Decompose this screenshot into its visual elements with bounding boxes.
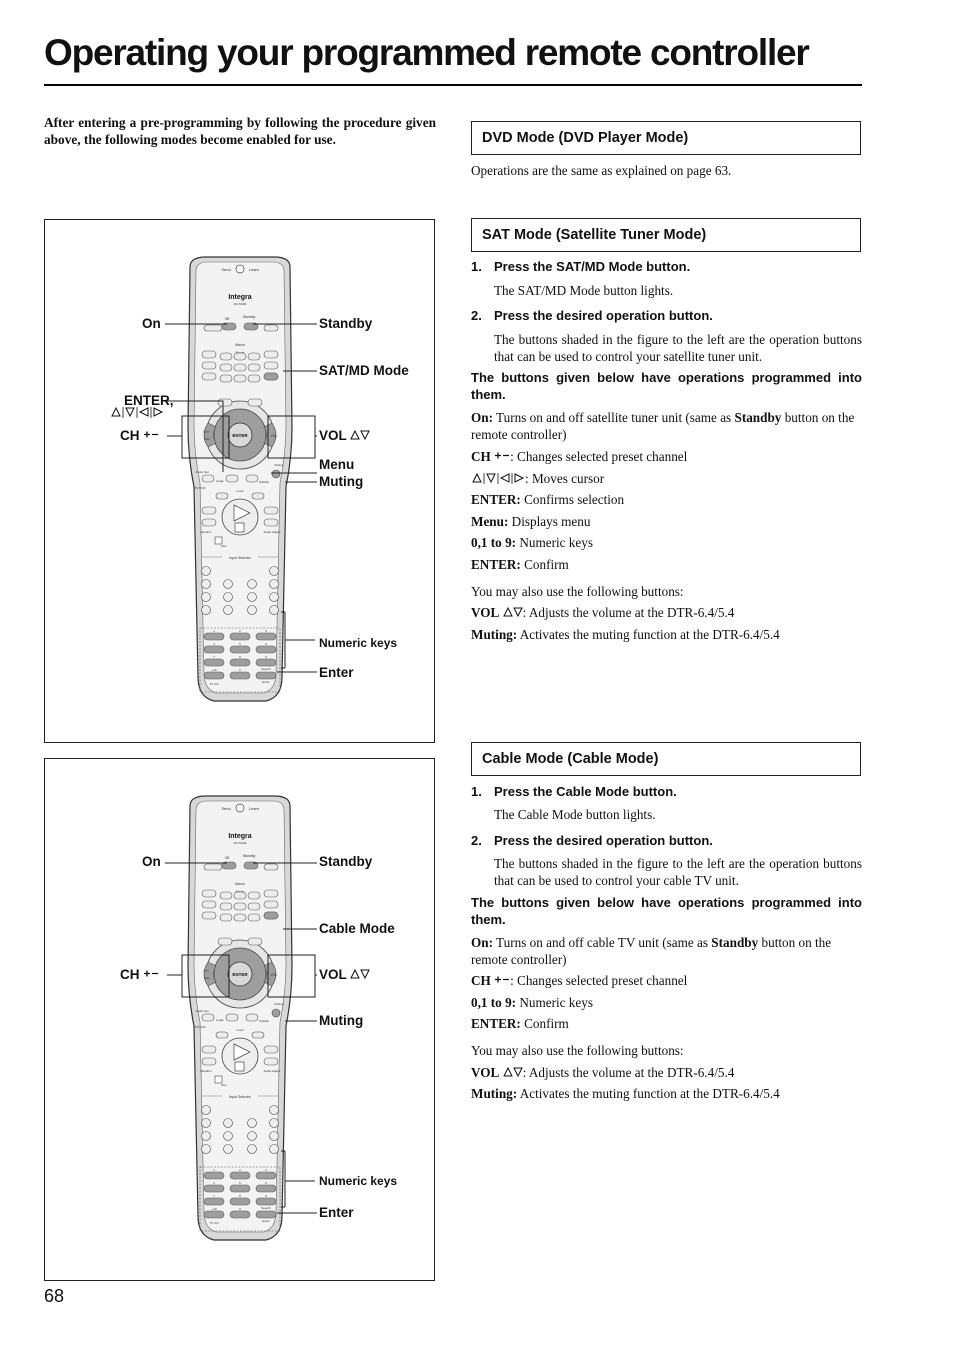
remote-button bbox=[202, 351, 216, 358]
rec-button bbox=[215, 1076, 222, 1083]
intro-paragraph: After entering a pre-programming by following the procedure given above, the following modes become enabled for use. bbox=[44, 115, 436, 147]
standby-label: Standby bbox=[242, 315, 256, 319]
remote-button bbox=[264, 519, 278, 526]
remote-button bbox=[248, 353, 260, 360]
remote-button bbox=[248, 892, 260, 899]
remote-button bbox=[202, 362, 216, 369]
input-selector-button bbox=[224, 1132, 233, 1141]
numeric-key bbox=[230, 633, 250, 640]
figure-cable-remote bbox=[44, 758, 435, 1281]
send-label: Send bbox=[221, 806, 231, 811]
sat-step1-note: The SAT/MD Mode button lights. bbox=[494, 283, 674, 298]
remote-button bbox=[252, 1032, 264, 1038]
numeric-key bbox=[204, 1198, 224, 1205]
remote-button bbox=[202, 1046, 216, 1053]
numeric-key bbox=[204, 1211, 224, 1218]
input-selector-label: Input Selector bbox=[229, 556, 251, 560]
cable-heading: Cable Mode (Cable Mode) bbox=[471, 742, 861, 776]
cable-item-enter: ENTER: Confirm bbox=[471, 1016, 569, 1031]
numeric-key bbox=[204, 1172, 224, 1179]
remote-button bbox=[202, 912, 216, 919]
dvd-heading: DVD Mode (DVD Player Mode) bbox=[471, 121, 861, 155]
digit-label: 4 bbox=[213, 1181, 215, 1185]
angle-label: Angle bbox=[216, 479, 224, 483]
numeric-key bbox=[256, 1185, 276, 1192]
audio-sel-label: Audio Sel bbox=[195, 470, 209, 474]
input-selector-button bbox=[248, 593, 257, 602]
digit-label: 3 bbox=[265, 1168, 267, 1172]
search-label: Search bbox=[261, 667, 271, 671]
digit-label: 8 bbox=[239, 1194, 241, 1198]
label-numeric-keys: Numeric keys bbox=[319, 636, 398, 650]
plus-minus-icon bbox=[494, 450, 510, 461]
remote-button bbox=[248, 914, 260, 921]
label-vol: VOL bbox=[319, 428, 370, 443]
remote-button bbox=[264, 325, 278, 331]
sat-item-cursor: : Moves cursor bbox=[471, 470, 862, 487]
sat-muting: Muting: Activates the muting function at the DTR-6.4/5.4 bbox=[471, 627, 780, 642]
sat-item-numeric: 0,1 to 9: Numeric keys bbox=[471, 535, 593, 550]
level-label: Level bbox=[236, 489, 244, 493]
cable-item-numeric: 0,1 to 9: Numeric keys bbox=[471, 995, 593, 1010]
cable-item-ch: CH : Changes selected preset channel bbox=[471, 973, 688, 988]
digit-label: 6 bbox=[265, 1181, 267, 1185]
remote-button bbox=[220, 903, 232, 910]
macro-label: Macro bbox=[235, 343, 245, 347]
input-selector-button bbox=[202, 567, 211, 576]
rec-label: Rec bbox=[221, 1083, 227, 1087]
enter-key bbox=[256, 672, 276, 679]
model-label: RC-534M bbox=[233, 841, 247, 845]
input-selector-button bbox=[224, 580, 233, 589]
input-selector-button bbox=[270, 567, 279, 576]
up-down-icon bbox=[350, 429, 370, 440]
stop-icon bbox=[235, 1062, 244, 1071]
remote-button bbox=[202, 1058, 216, 1065]
sat-item-on: On: Turns on and off satellite tuner unit (same as Standby button on the remote controller) bbox=[471, 410, 855, 442]
sat-heading: SAT Mode (Satellite Tuner Mode) bbox=[471, 218, 861, 252]
numeric-key bbox=[230, 646, 250, 653]
remote-illustration bbox=[45, 759, 434, 1280]
digit-label: 5 bbox=[239, 642, 241, 646]
label-muting: Muting bbox=[319, 474, 364, 489]
sat-step2: 2. Press the desired operation button. bbox=[471, 308, 713, 323]
plus-minus-icon bbox=[494, 974, 510, 985]
input-selector-button bbox=[270, 1132, 279, 1141]
remote-button bbox=[202, 475, 214, 482]
tv-vol-label: TV Vol bbox=[209, 682, 219, 686]
angle-label: Angle bbox=[216, 1018, 224, 1022]
subtitle-label: Subtitle bbox=[258, 1019, 270, 1023]
remote-button bbox=[264, 1046, 278, 1053]
remote-button bbox=[202, 519, 216, 526]
input-selector-button bbox=[224, 1145, 233, 1154]
learn-label: Learn bbox=[248, 806, 260, 811]
mode-button bbox=[264, 373, 278, 380]
model-label: RC-534M bbox=[233, 302, 247, 306]
remote-button bbox=[248, 938, 262, 945]
remote-button bbox=[202, 901, 216, 908]
cable-also: You may also use the following buttons: bbox=[471, 1043, 684, 1058]
level-label: Level bbox=[236, 1028, 244, 1032]
remote-button bbox=[264, 351, 278, 358]
sat-vol: VOL : Adjusts the volume at the DTR-6.4/5.4 bbox=[471, 605, 735, 620]
digit-label: 1 bbox=[213, 629, 215, 633]
label-on: On bbox=[142, 854, 161, 869]
audio-adjust-label: Audio Adjust bbox=[263, 530, 281, 534]
enter-label: ENTER bbox=[232, 972, 248, 977]
input-selector-button bbox=[270, 1106, 279, 1115]
numeric-key bbox=[256, 1198, 276, 1205]
input-selector-button bbox=[248, 1132, 257, 1141]
input-selector-button bbox=[224, 606, 233, 615]
label-on: On bbox=[142, 316, 161, 331]
remote-button bbox=[216, 493, 228, 499]
label-vol: VOL bbox=[319, 967, 370, 982]
digit-label: 0 bbox=[239, 668, 241, 672]
remote-button bbox=[204, 325, 222, 331]
numeric-key bbox=[256, 633, 276, 640]
send-learn-indicator bbox=[236, 804, 244, 812]
label-ch: CH bbox=[120, 428, 159, 443]
remote-button bbox=[226, 475, 238, 482]
up-down-icon bbox=[350, 968, 370, 979]
brand-label: Integra bbox=[228, 833, 252, 840]
figure-sat-remote bbox=[44, 219, 435, 743]
digit-label: 7 bbox=[213, 655, 215, 659]
remote-button bbox=[264, 362, 278, 369]
numeric-key bbox=[230, 672, 250, 679]
digit-label: +10 bbox=[211, 668, 217, 672]
input-selector-button bbox=[270, 1145, 279, 1154]
page-number: 68 bbox=[44, 1286, 65, 1306]
off-label: Off bbox=[224, 317, 230, 321]
title-rule bbox=[44, 84, 862, 86]
numeric-key bbox=[230, 659, 250, 666]
input-selector-button bbox=[224, 593, 233, 602]
remote-button bbox=[252, 493, 264, 499]
label-standby: Standby bbox=[319, 854, 373, 869]
digit-label: 0 bbox=[239, 1207, 241, 1211]
enter-small-label: Enter bbox=[262, 680, 270, 684]
remote-button bbox=[204, 864, 222, 870]
digit-label: 7 bbox=[213, 1194, 215, 1198]
label-cable-mode: Cable Mode bbox=[319, 921, 395, 936]
input-selector-button bbox=[202, 1106, 211, 1115]
input-selector-button bbox=[202, 580, 211, 589]
remote-button bbox=[234, 892, 246, 899]
input-selector-button bbox=[248, 580, 257, 589]
input-selector-label: Input Selector bbox=[229, 1095, 251, 1099]
audio-adjust-label: Audio Adjust bbox=[263, 1069, 281, 1073]
input-selector-button bbox=[202, 593, 211, 602]
sat-prog-head: The buttons given below have operations programmed into them. bbox=[471, 370, 862, 402]
input-selector-button bbox=[270, 1119, 279, 1128]
input-selector-button bbox=[270, 580, 279, 589]
cursor-arrows-icon bbox=[110, 406, 164, 418]
label-ch: CH bbox=[120, 967, 159, 982]
page-title: Operating your programmed remote controller bbox=[44, 32, 809, 73]
macro-label: Macro bbox=[235, 882, 245, 886]
input-selector-button bbox=[202, 606, 211, 615]
label-enter-key: Enter bbox=[319, 665, 354, 680]
input-selector-button bbox=[248, 1119, 257, 1128]
enter-label: ENTER bbox=[232, 433, 248, 438]
remote-button bbox=[264, 864, 278, 870]
disc-label: Disc bbox=[204, 976, 210, 980]
label-enter: ENTER, bbox=[124, 393, 174, 408]
tv-vol-label: TV Vol bbox=[209, 1221, 219, 1225]
digit-label: 1 bbox=[213, 1168, 215, 1172]
remote-button bbox=[264, 507, 278, 514]
digit-label: 4 bbox=[213, 642, 215, 646]
cable-prog-head: The buttons given below have operations programmed into them. bbox=[471, 895, 862, 927]
remote-illustration bbox=[45, 220, 434, 742]
numeric-key bbox=[204, 1185, 224, 1192]
standby-label: Standby bbox=[242, 854, 256, 858]
numeric-key bbox=[230, 1198, 250, 1205]
remote-button bbox=[234, 914, 246, 921]
sat-step1: 1. Press the SAT/MD Mode button. bbox=[471, 259, 691, 274]
label-menu: Menu bbox=[319, 457, 355, 472]
digit-label: 2 bbox=[239, 629, 241, 633]
input-selector-button bbox=[202, 1145, 211, 1154]
digit-label: 5 bbox=[239, 1181, 241, 1185]
remote-button bbox=[220, 892, 232, 899]
remote-button bbox=[226, 1014, 238, 1021]
mode-button bbox=[264, 912, 278, 919]
remote-button bbox=[220, 914, 232, 921]
numeric-key bbox=[230, 1185, 250, 1192]
remote-button bbox=[218, 399, 232, 406]
cable-vol: VOL : Adjusts the volume at the DTR-6.4/5.4 bbox=[471, 1065, 735, 1080]
numeric-key bbox=[256, 659, 276, 666]
remote-button bbox=[246, 1014, 258, 1021]
cable-step1: 1. Press the Cable Mode button. bbox=[471, 784, 677, 799]
input-selector-button bbox=[248, 1145, 257, 1154]
digit-label: 9 bbox=[265, 655, 267, 659]
learn-label: Learn bbox=[248, 267, 260, 272]
cable-muting: Muting: Activates the muting function at the DTR-6.4/5.4 bbox=[471, 1086, 780, 1101]
numeric-key bbox=[204, 646, 224, 653]
stop-icon bbox=[235, 523, 244, 532]
remote-button bbox=[248, 399, 262, 406]
remote-button bbox=[234, 903, 246, 910]
random-label: Random bbox=[200, 530, 212, 534]
muting-button bbox=[272, 470, 280, 478]
remote-button bbox=[264, 901, 278, 908]
remote-button bbox=[248, 903, 260, 910]
up-down-icon bbox=[503, 1066, 523, 1077]
subtitle-label: Subtitle bbox=[258, 480, 270, 484]
input-selector-button bbox=[248, 606, 257, 615]
rec-button bbox=[215, 537, 222, 544]
remote-button bbox=[220, 353, 232, 360]
label-cursor bbox=[110, 406, 164, 421]
dvd-text: Operations are the same as explained on page 63. bbox=[471, 163, 732, 178]
remote-button bbox=[216, 1032, 228, 1038]
label-numeric-keys: Numeric keys bbox=[319, 1174, 398, 1188]
numeric-key bbox=[256, 1172, 276, 1179]
digit-label: 8 bbox=[239, 655, 241, 659]
remote-button bbox=[202, 890, 216, 897]
numeric-key bbox=[230, 1172, 250, 1179]
cable-step2: 2. Press the desired operation button. bbox=[471, 833, 713, 848]
disc-label: Disc bbox=[204, 437, 210, 441]
remote-button bbox=[234, 364, 246, 371]
remote-button bbox=[248, 375, 260, 382]
remote-button bbox=[220, 375, 232, 382]
input-selector-button bbox=[202, 1132, 211, 1141]
cable-step1-note: The Cable Mode button lights. bbox=[494, 807, 656, 822]
label-muting: Muting bbox=[319, 1013, 364, 1028]
random-label: Random bbox=[200, 1069, 212, 1073]
rec-label: Rec bbox=[221, 544, 227, 548]
muting-button bbox=[272, 1009, 280, 1017]
digit-label: 2 bbox=[239, 1168, 241, 1172]
send-label: Send bbox=[221, 267, 231, 272]
search-label: Search bbox=[261, 1206, 271, 1210]
label-standby: Standby bbox=[319, 316, 373, 331]
digit-label: 3 bbox=[265, 629, 267, 633]
tvvcr-label: TV/VCR bbox=[194, 486, 206, 490]
label-sat-md-mode: SAT/MD Mode bbox=[319, 363, 409, 378]
plus-minus-icon bbox=[143, 968, 159, 979]
remote-button bbox=[202, 373, 216, 380]
up-down-icon bbox=[503, 606, 523, 617]
sat-item-enter: ENTER: Confirms selection bbox=[471, 492, 625, 507]
remote-button bbox=[218, 938, 232, 945]
remote-button bbox=[246, 475, 258, 482]
plus-minus-icon bbox=[143, 429, 159, 440]
remote-button bbox=[234, 375, 246, 382]
input-selector-button bbox=[202, 1119, 211, 1128]
digit-label: 9 bbox=[265, 1194, 267, 1198]
remote-button bbox=[202, 1014, 214, 1021]
numeric-key bbox=[204, 672, 224, 679]
sat-also: You may also use the following buttons: bbox=[471, 584, 684, 599]
sat-item-menu: Menu: Displays menu bbox=[471, 514, 591, 529]
remote-button bbox=[264, 890, 278, 897]
cable-item-on: On: Turns on and off cable TV unit (same as Standby button on the remote controller) bbox=[471, 935, 832, 967]
cursor-arrows-icon bbox=[471, 472, 525, 484]
input-selector-button bbox=[224, 1119, 233, 1128]
enter-key bbox=[256, 1211, 276, 1218]
vol-label: VOL bbox=[270, 973, 278, 977]
vol-label: VOL bbox=[270, 434, 278, 438]
muting-label: Muting bbox=[274, 463, 284, 467]
remote-button bbox=[202, 507, 216, 514]
numeric-key bbox=[204, 633, 224, 640]
numeric-key bbox=[230, 1211, 250, 1218]
enter-small-label: Enter bbox=[262, 1219, 270, 1223]
label-enter-key: Enter bbox=[319, 1205, 354, 1220]
audio-sel-label: Audio Sel bbox=[195, 1009, 209, 1013]
remote-button bbox=[220, 364, 232, 371]
remote-button bbox=[234, 353, 246, 360]
off-label: Off bbox=[224, 856, 230, 860]
cable-step2-note: The buttons shaded in the figure to the left are the operation buttons that can be used to control your cable TV unit. bbox=[494, 856, 862, 888]
send-learn-indicator bbox=[236, 265, 244, 273]
sat-item-enter-confirm: ENTER: Confirm bbox=[471, 557, 569, 572]
brand-label: Integra bbox=[228, 294, 252, 301]
input-selector-button bbox=[270, 606, 279, 615]
numeric-key bbox=[256, 646, 276, 653]
remote-button bbox=[248, 364, 260, 371]
ch-label: CH bbox=[203, 430, 209, 434]
ch-label: CH bbox=[203, 969, 209, 973]
tvvcr-label: TV/VCR bbox=[194, 1025, 206, 1029]
muting-label: Muting bbox=[274, 1002, 284, 1006]
numeric-key bbox=[204, 659, 224, 666]
sat-item-ch: CH : Changes selected preset channel bbox=[471, 449, 688, 464]
digit-label: +10 bbox=[211, 1207, 217, 1211]
digit-label: 6 bbox=[265, 642, 267, 646]
sat-step2-note: The buttons shaded in the figure to the left are the operation buttons that can be used to control your satellite tuner unit. bbox=[494, 332, 862, 364]
input-selector-button bbox=[270, 593, 279, 602]
remote-button bbox=[264, 1058, 278, 1065]
